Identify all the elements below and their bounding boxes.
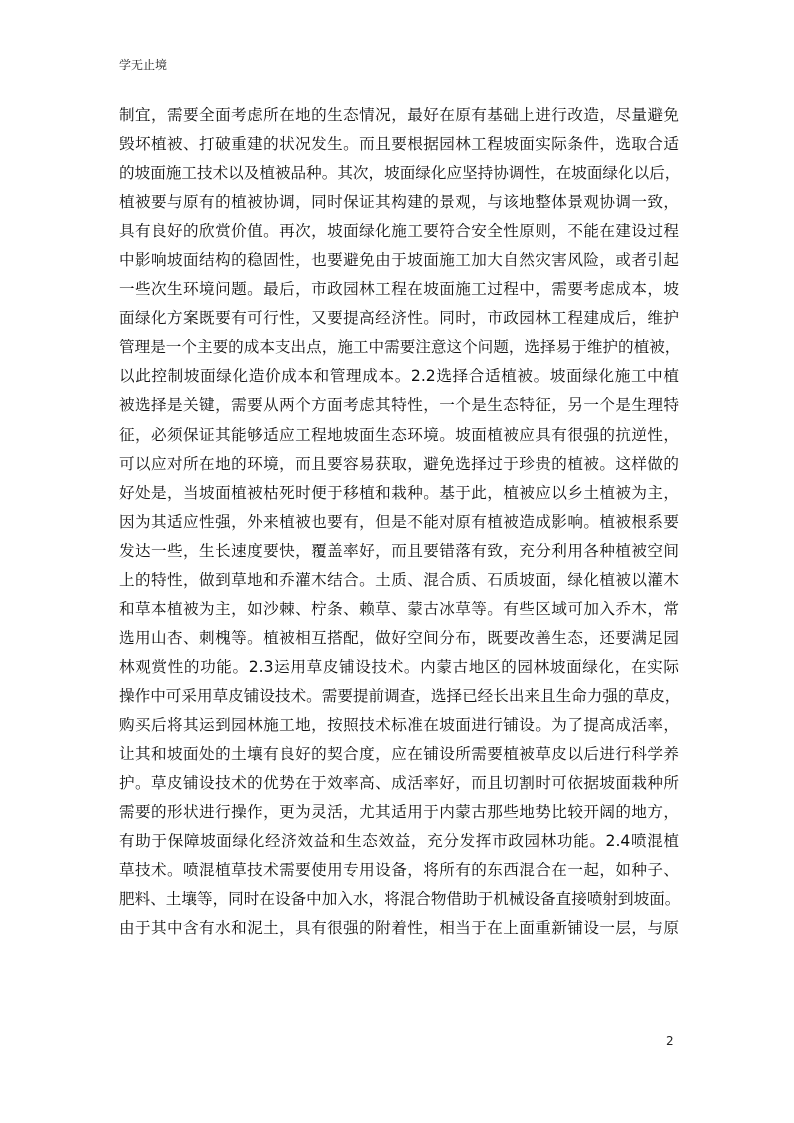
text-line: 具有良好的欣赏价值。再次，坡面绿化施工要符合安全性原则，不能在建设过程 — [119, 222, 679, 241]
text-line: 管理是一个主要的成本支出点，施工中需要注意这个问题，选择易于维护的植被， — [119, 338, 681, 357]
text-line: 操作中可采用草皮铺设技术。需要提前调查，选择已经长出来且生命力强的草皮， — [119, 686, 681, 705]
text-line: 因为其适应性强，外来植被也要有，但是不能对原有植被造成影响。植被根系要 — [119, 512, 679, 531]
header-text: 学无止境 — [119, 58, 168, 72]
text-line: 征，必须保证其能够适应工程地坡面生态环境。坡面植被应具有很强的抗逆性， — [119, 425, 679, 444]
text-line: 毁坏植被、打破重建的状况发生。而且要根据园林工程坡面实际条件，选取合适 — [119, 135, 679, 154]
text-line: 护。草皮铺设技术的优势在于效率高、成活率好，而且切割时可依据坡面栽种所 — [119, 774, 679, 793]
text-line: 好处是，当坡面植被枯死时便于移植和栽种。基于此，植被应以乡土植被为主， — [119, 483, 679, 502]
text-line: 发达一些，生长速度要快，覆盖率好，而且要错落有致，充分利用各种植被空间 — [119, 541, 679, 560]
text-line: 由于其中含有水和泥土，具有很强的附着性，相当于在上面重新铺设一层，与原 — [119, 919, 679, 938]
text-line: 有助于保障坡面绿化经济效益和生态效益，充分发挥市政园林功能。2.4喷混植 — [119, 832, 679, 851]
page-number: 2 — [666, 1034, 674, 1048]
text-line: 制宜，需要全面考虑所在地的生态情况，最好在原有基础上进行改造，尽量避免 — [119, 106, 679, 124]
text-line: 选用山杏、刺槐等。植被相互搭配，做好空间分布，既要改善生态，还要满足园 — [119, 628, 679, 647]
text-line: 林观赏性的功能。2.3运用草皮铺设技术。内蒙古地区的园林坡面绿化，在实际 — [119, 657, 679, 676]
text-line: 上的特性，做到草地和乔灌木结合。土质、混合质、石质坡面，绿化植被以灌木 — [119, 570, 679, 589]
text-line: 草技术。喷混植草技术需要使用专用设备，将所有的东西混合在一起，如种子、 — [119, 861, 679, 880]
text-line: 需要的形状进行操作，更为灵活，尤其适用于内蒙古那些地势比较开阔的地方， — [119, 803, 679, 822]
text-line: 被选择是关键，需要从两个方面考虑其特性，一个是生态特征，另一个是生理特 — [119, 396, 679, 415]
text-line: 一些次生环境问题。最后，市政园林工程在坡面施工过程中，需要考虑成本，坡 — [119, 280, 679, 299]
text-line: 和草本植被为主，如沙棘、柠条、赖草、蒙古冰草等。有些区域可加入乔木，常 — [119, 599, 679, 618]
text-line: 植被要与原有的植被协调，同时保证其构建的景观，与该地整体景观协调一致， — [119, 193, 679, 212]
body-paragraph — [119, 101, 679, 943]
text-line: 中影响坡面结构的稳固性，也要避免由于坡面施工加大自然灾害风险，或者引起 — [119, 251, 679, 270]
text-line: 让其和坡面处的土壤有良好的契合度，应在铺设所需要植被草皮以后进行科学养 — [119, 745, 679, 764]
text-line: 以此控制坡面绿化造价成本和管理成本。2.2选择合适植被。坡面绿化施工中植 — [119, 367, 679, 386]
text-line: 面绿化方案既要有可行性，又要提高经济性。同时，市政园林工程建成后，维护 — [119, 309, 679, 328]
text-line: 可以应对所在地的环境，而且要容易获取，避免选择过于珍贵的植被。这样做的 — [119, 454, 679, 473]
text-line: 肥料、土壤等，同时在设备中加入水，将混合物借助于机械设备直接喷射到坡面。 — [119, 890, 681, 909]
text-line: 购买后将其运到园林施工地，按照技术标准在坡面进行铺设。为了提高成活率， — [119, 715, 679, 734]
text-line: 的坡面施工技术以及植被品种。其次，坡面绿化应坚持协调性，在坡面绿化以后， — [119, 164, 681, 183]
